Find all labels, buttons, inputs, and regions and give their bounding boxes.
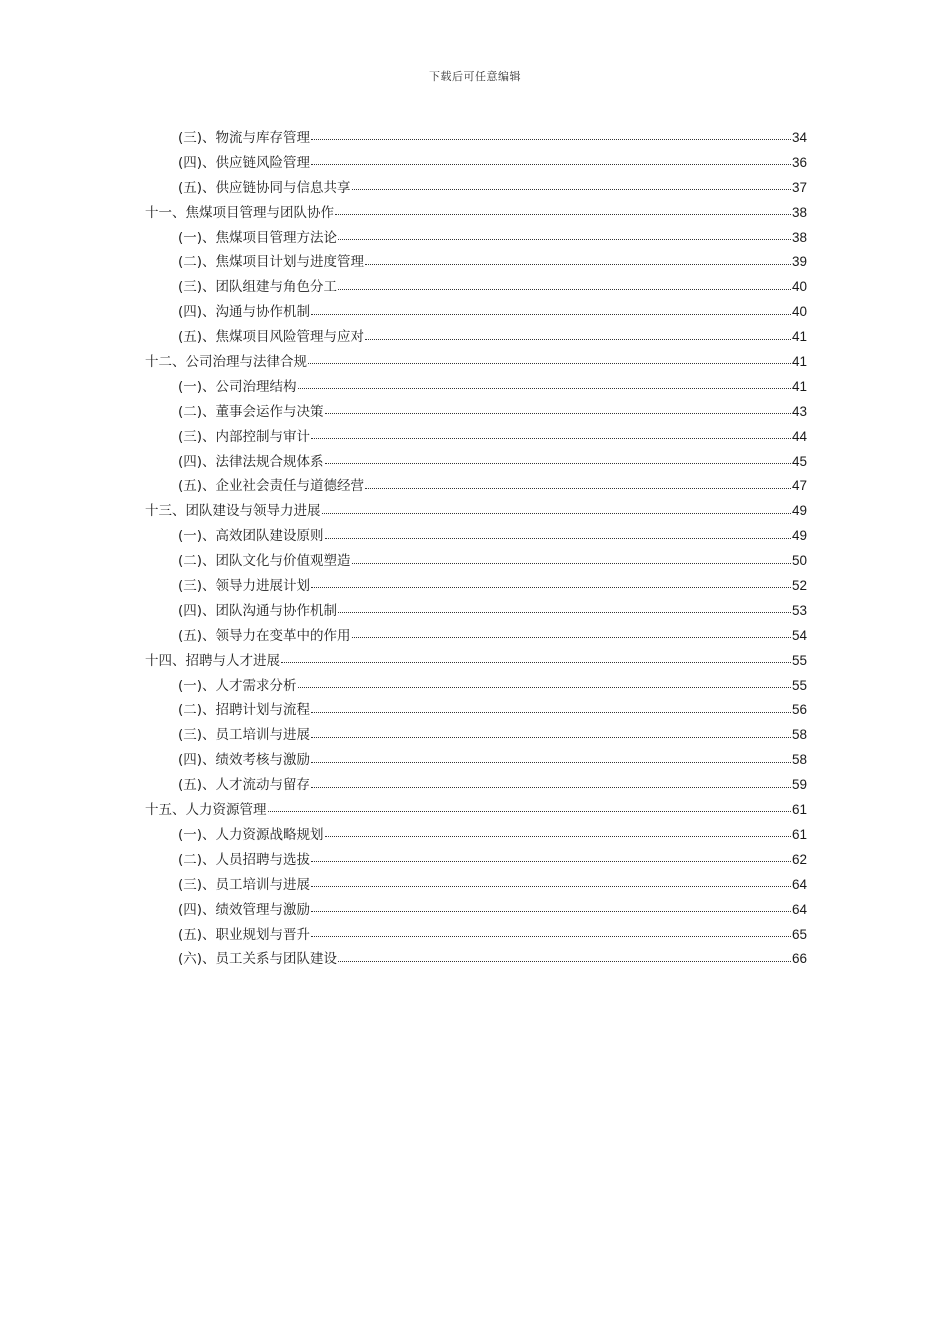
toc-entry-title: 十三、团队建设与领导力进展 xyxy=(145,503,321,520)
toc-entry-page-number: 55 xyxy=(791,652,807,668)
toc-dot-leader xyxy=(338,238,791,240)
toc-entry-title: (五)、职业规划与晋升 xyxy=(178,926,311,943)
toc-entry-title: (四)、供应链风险管理 xyxy=(178,154,311,171)
toc-section-entry[interactable] xyxy=(145,549,807,574)
toc-dot-leader xyxy=(311,163,791,165)
toc-dot-leader xyxy=(325,835,791,837)
toc-entry-title: 十一、焦煤项目管理与团队协作 xyxy=(145,204,334,221)
toc-section-entry[interactable] xyxy=(145,923,807,948)
toc-section-entry[interactable] xyxy=(145,325,807,350)
toc-section-entry[interactable] xyxy=(145,823,807,848)
toc-entry-page-number: 58 xyxy=(791,752,807,768)
toc-section-entry[interactable] xyxy=(145,300,807,325)
toc-dot-leader xyxy=(335,213,791,215)
toc-entry-title: (六)、员工关系与团队建设 xyxy=(178,951,338,968)
toc-section-entry[interactable] xyxy=(145,624,807,649)
toc-dot-leader xyxy=(365,263,791,265)
toc-section-entry[interactable] xyxy=(145,151,807,176)
toc-entry-page-number: 40 xyxy=(791,304,807,320)
toc-dot-leader xyxy=(325,412,791,414)
toc-entry-title: (一)、人力资源战略规划 xyxy=(178,826,324,843)
toc-chapter-entry[interactable] xyxy=(145,798,807,823)
toc-entry-title: (五)、供应链协同与信息共享 xyxy=(178,179,351,196)
toc-dot-leader xyxy=(322,512,791,514)
toc-section-entry[interactable] xyxy=(145,898,807,923)
toc-entry-page-number: 41 xyxy=(791,354,807,370)
toc-entry-page-number: 36 xyxy=(791,154,807,170)
toc-entry-title: (二)、人员招聘与选拔 xyxy=(178,851,311,868)
toc-entry-title: (二)、焦煤项目计划与进度管理 xyxy=(178,254,365,271)
toc-dot-leader xyxy=(311,138,791,140)
toc-section-entry[interactable] xyxy=(145,226,807,251)
toc-entry-title: (五)、人才流动与留存 xyxy=(178,777,311,794)
toc-entry-page-number: 34 xyxy=(791,130,807,145)
toc-dot-leader xyxy=(308,362,791,364)
toc-entry-title: 十五、人力资源管理 xyxy=(145,802,267,819)
toc-dot-leader xyxy=(298,686,791,688)
toc-entry-title: (三)、团队组建与角色分工 xyxy=(178,279,338,296)
page-header: 下载后可任意编辑 xyxy=(429,70,521,83)
toc-section-entry[interactable] xyxy=(145,425,807,450)
toc-entry-title: (三)、内部控制与审计 xyxy=(178,428,311,445)
toc-entry-page-number: 41 xyxy=(791,329,807,345)
toc-dot-leader xyxy=(311,313,791,315)
toc-section-entry[interactable] xyxy=(145,773,807,798)
toc-dot-leader xyxy=(311,437,791,439)
toc-dot-leader xyxy=(311,736,791,738)
toc-entry-title: (一)、焦煤项目管理方法论 xyxy=(178,229,338,246)
toc-section-entry[interactable] xyxy=(145,275,807,300)
toc-entry-page-number: 59 xyxy=(791,777,807,793)
toc-dot-leader xyxy=(298,387,791,389)
toc-section-entry[interactable] xyxy=(145,748,807,773)
toc-entry-title: (一)、公司治理结构 xyxy=(178,378,297,395)
toc-entry-page-number: 64 xyxy=(791,901,807,917)
toc-entry-page-number: 38 xyxy=(791,229,807,245)
toc-section-entry[interactable] xyxy=(145,450,807,475)
toc-dot-leader xyxy=(311,586,791,588)
toc-entry-page-number: 66 xyxy=(791,951,807,967)
toc-entry-page-number: 39 xyxy=(791,254,807,270)
toc-entry-page-number: 43 xyxy=(791,403,807,419)
toc-entry-title: (四)、法律法规合规体系 xyxy=(178,453,324,470)
toc-entry-page-number: 55 xyxy=(791,677,807,693)
toc-entry-page-number: 54 xyxy=(791,627,807,643)
toc-section-entry[interactable] xyxy=(145,698,807,723)
toc-section-entry[interactable] xyxy=(145,524,807,549)
toc-entry-page-number: 45 xyxy=(791,453,807,469)
toc-dot-leader xyxy=(325,537,791,539)
toc-entry-page-number: 58 xyxy=(791,727,807,743)
toc-section-entry[interactable] xyxy=(145,599,807,624)
toc-entry-page-number: 49 xyxy=(791,528,807,544)
toc-entry-page-number: 53 xyxy=(791,602,807,618)
toc-entry-title: (四)、沟通与协作机制 xyxy=(178,304,311,321)
toc-dot-leader xyxy=(311,885,791,887)
toc-entry-title: 十四、招聘与人才进展 xyxy=(145,652,280,669)
toc-entry-page-number: 61 xyxy=(791,826,807,842)
toc-dot-leader xyxy=(311,786,791,788)
toc-entry-title: (三)、物流与库存管理 xyxy=(178,130,311,146)
toc-entry-page-number: 52 xyxy=(791,578,807,594)
toc-section-entry[interactable] xyxy=(145,126,807,151)
toc-entry-page-number: 38 xyxy=(791,204,807,220)
toc-dot-leader xyxy=(311,910,791,912)
toc-entry-page-number: 65 xyxy=(791,926,807,942)
toc-entry-title: (二)、团队文化与价值观塑造 xyxy=(178,553,351,570)
toc-section-entry[interactable] xyxy=(145,474,807,499)
toc-section-entry[interactable] xyxy=(145,873,807,898)
toc-section-entry[interactable] xyxy=(145,400,807,425)
toc-section-entry[interactable] xyxy=(145,176,807,201)
toc-entry-page-number: 61 xyxy=(791,802,807,818)
toc-entry-title: (二)、招聘计划与流程 xyxy=(178,702,311,719)
toc-entry-title: (一)、人才需求分析 xyxy=(178,677,297,694)
toc-dot-leader xyxy=(268,810,791,812)
toc-dot-leader xyxy=(311,860,791,862)
toc-section-entry[interactable] xyxy=(145,947,807,972)
toc-entry-title: (三)、领导力进展计划 xyxy=(178,578,311,595)
table-of-contents xyxy=(145,126,807,972)
toc-entry-title: (四)、团队沟通与协作机制 xyxy=(178,602,338,619)
toc-dot-leader xyxy=(352,562,791,564)
toc-section-entry[interactable] xyxy=(145,723,807,748)
toc-dot-leader xyxy=(338,611,791,613)
toc-dot-leader xyxy=(281,661,791,663)
toc-chapter-entry[interactable] xyxy=(145,350,807,375)
toc-entry-title: (四)、绩效考核与激励 xyxy=(178,752,311,769)
toc-entry-page-number: 49 xyxy=(791,503,807,519)
toc-entry-page-number: 40 xyxy=(791,279,807,295)
toc-chapter-entry[interactable] xyxy=(145,649,807,674)
toc-section-entry[interactable] xyxy=(145,848,807,873)
toc-entry-title: 十二、公司治理与法律合规 xyxy=(145,354,307,371)
toc-entry-title: (四)、绩效管理与激励 xyxy=(178,901,311,918)
toc-entry-title: (二)、董事会运作与决策 xyxy=(178,403,324,420)
toc-entry-title: (一)、高效团队建设原则 xyxy=(178,528,324,545)
toc-dot-leader xyxy=(365,487,791,489)
toc-dot-leader xyxy=(338,960,791,962)
toc-dot-leader xyxy=(338,288,791,290)
toc-entry-page-number: 50 xyxy=(791,553,807,569)
toc-entry-page-number: 64 xyxy=(791,876,807,892)
toc-section-entry[interactable] xyxy=(145,674,807,699)
toc-dot-leader xyxy=(311,711,791,713)
toc-section-entry[interactable] xyxy=(145,250,807,275)
toc-chapter-entry[interactable] xyxy=(145,499,807,524)
toc-entry-title: (五)、领导力在变革中的作用 xyxy=(178,627,351,644)
toc-chapter-entry[interactable] xyxy=(145,201,807,226)
toc-entry-page-number: 41 xyxy=(791,378,807,394)
toc-entry-title: (三)、员工培训与进展 xyxy=(178,727,311,744)
toc-section-entry[interactable] xyxy=(145,574,807,599)
toc-entry-page-number: 56 xyxy=(791,702,807,718)
toc-dot-leader xyxy=(365,338,791,340)
toc-dot-leader xyxy=(352,636,791,638)
toc-entry-title: (五)、焦煤项目风险管理与应对 xyxy=(178,329,365,346)
toc-entry-page-number: 44 xyxy=(791,428,807,444)
toc-entry-page-number: 47 xyxy=(791,478,807,494)
toc-dot-leader xyxy=(311,935,791,937)
toc-entry-page-number: 37 xyxy=(791,179,807,195)
toc-entry-title: (五)、企业社会责任与道德经营 xyxy=(178,478,365,495)
toc-dot-leader xyxy=(352,188,791,190)
toc-entry-title: (三)、员工培训与进展 xyxy=(178,876,311,893)
toc-dot-leader xyxy=(325,462,791,464)
toc-section-entry[interactable] xyxy=(145,375,807,400)
toc-dot-leader xyxy=(311,761,791,763)
toc-entry-page-number: 62 xyxy=(791,851,807,867)
